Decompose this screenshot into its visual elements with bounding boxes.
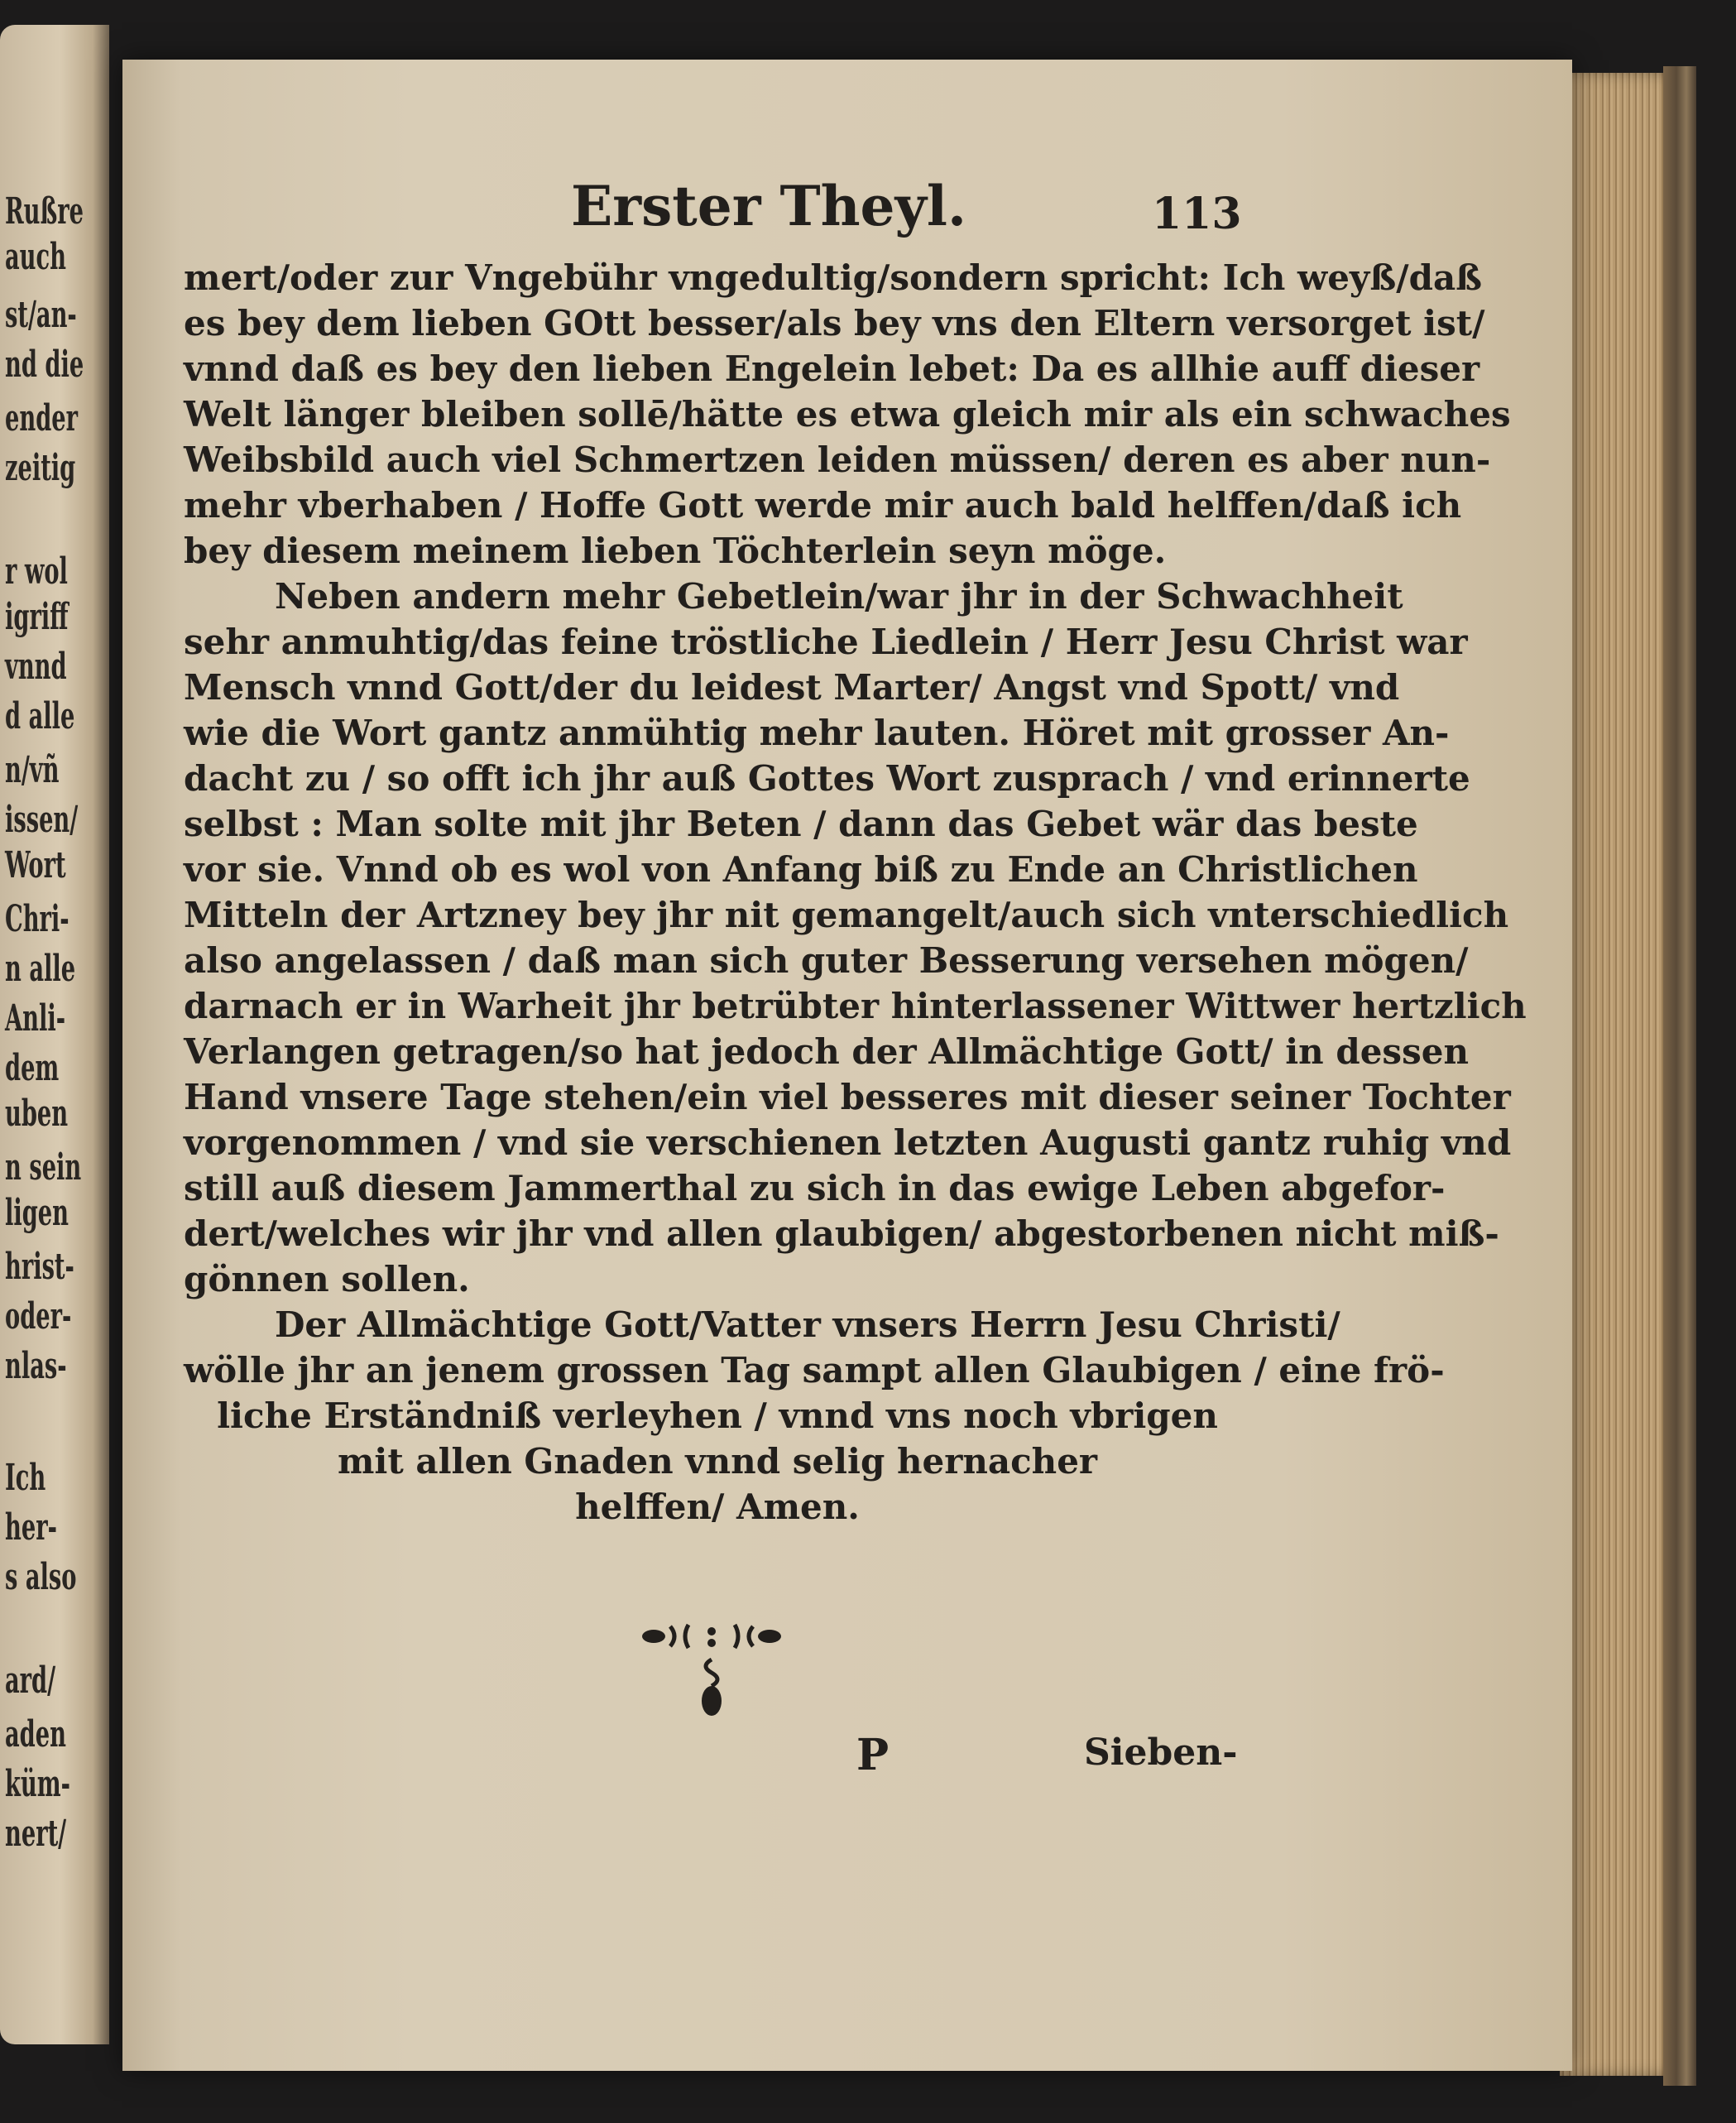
text-line: mehr vberhaben / Hoffe Gott werde mir auch bald helffen/daß ich [184,485,1462,526]
left-page-fragment: Anli- [5,997,66,1040]
page-number: 113 [1152,189,1242,239]
text-line: Welt länger bleiben sollē/hätte es etwa gleich mir als ein schwaches [184,394,1511,435]
left-page-fragment: zeitig [5,447,76,489]
text-line: Mensch vnnd Gott/der du leidest Marter/ Angst vnd Spott/ vnd [184,667,1400,708]
text-line: wie die Wort gantz anmühtig mehr lauten. Höret mit grosser An- [184,713,1450,753]
left-page-fragment: n/vñ [5,749,60,791]
book-cover-edge [1663,66,1696,2086]
text-line: Verlangen getragen/so hat jedoch der Allmächtige Gott/ in dessen [184,1031,1469,1072]
left-page-fragment: auch [5,236,66,278]
left-page-fragment: vnnd [5,646,67,688]
printer-ornament [629,1618,794,1726]
text-line: sehr anmuhtig/das feine tröstliche Liedlein / Herr Jesu Christ war [184,622,1468,662]
left-page-fragment: oder- [5,1295,72,1338]
text-line: vorgenommen / vnd sie verschienen letzten Augusti gantz ruhig vnd [184,1122,1512,1163]
catchword: Sieben- [1084,1732,1238,1774]
text-line: Hand vnsere Tage stehen/ein viel besseres mit dieser seiner Tochter [184,1077,1511,1117]
text-line: still auß diesem Jammerthal zu sich in das ewige Leben abgefor- [184,1168,1446,1208]
text-line: Weibsbild auch viel Schmertzen leiden müssen/ deren es aber nun- [184,439,1491,480]
text-line: mit allen Gnaden vnnd selig hernacher [337,1441,1098,1482]
text-line: dacht zu / so offt ich jhr auß Gottes Wort zusprach / vnd erinnerte [184,758,1470,799]
left-page-fragment: aden [5,1713,66,1756]
text-line: mert/oder zur Vngebühr vngedultig/sondern spricht: Ich weyß/daß [184,257,1483,298]
left-page-fragment: issen/ [5,799,79,841]
text-line: gönnen sollen. [184,1259,470,1299]
left-page-fragment: her- [5,1506,57,1549]
left-page-fragment: küm- [5,1763,70,1805]
left-page-fragment: d alle [5,695,75,737]
previous-page-sliver [0,25,109,2044]
left-page-fragment: n sein [5,1146,82,1189]
text-line: also angelassen / daß man sich guter Besserung versehen mögen/ [184,940,1469,981]
left-page-fragment: Ich [5,1457,46,1499]
left-page-fragment: hrist- [5,1246,74,1288]
left-page-fragment: Rußre [5,190,84,233]
left-page-fragment: r wol [5,550,68,593]
text-line: liche Erständniß verleyhen / vnnd vns noch vbrigen [217,1395,1218,1436]
text-line: selbst : Man solte mit jhr Beten / dann das Gebet wär das beste [184,804,1418,844]
left-page-fragment: ligen [5,1192,69,1234]
running-head: Erster Theyl. [571,174,966,238]
text-line: Neben andern mehr Gebetlein/war jhr in der Schwachheit [275,576,1403,617]
text-line: Mitteln der Artzney bey jhr nit gemangelt/auch sich vnterschiedlich [184,895,1509,935]
text-line: vor sie. Vnnd ob es wol von Anfang biß zu Ende an Christlichen [184,849,1418,890]
text-line: Der Allmächtige Gott/Vatter vnsers Herrn Jesu Christi/ [275,1304,1340,1345]
left-page-fragment: ender [5,397,79,439]
left-page-fragment: nd die [5,343,84,386]
left-page-fragment: Wort [5,844,66,886]
left-page-fragment: dem [5,1047,60,1089]
text-line: dert/welches wir jhr vnd allen glaubigen/ abgestorbenen nicht miß- [184,1213,1499,1254]
text-line: wölle jhr an jenem grossen Tag sampt allen Glaubigen / eine frö- [184,1350,1445,1391]
left-page-fragment: st/an- [5,294,77,336]
text-line: bey diesem meinem lieben Töchterlein seyn möge. [184,531,1167,571]
left-page-fragment: Chri- [5,898,70,940]
left-page-fragment: uben [5,1093,69,1135]
text-line: helffen/ Amen. [575,1487,860,1527]
text-line: es bey dem lieben GOtt besser/als bey vns den Eltern versorget ist/ [184,303,1485,343]
text-line: darnach er in Warheit jhr betrübter hinterlassener Wittwer hertzlich [184,986,1527,1026]
text-line: vnnd daß es bey den lieben Engelein lebet: Da es allhie auff dieser [184,348,1480,389]
left-page-fragment: igriff [5,596,69,638]
left-page-fragment: nlas- [5,1345,67,1387]
left-page-fragment: s also [5,1556,77,1598]
signature-mark: P [856,1730,890,1780]
left-page-fragment: nert/ [5,1813,67,1855]
left-page-fragment: ard/ [5,1659,56,1702]
left-page-fragment: n alle [5,948,76,990]
